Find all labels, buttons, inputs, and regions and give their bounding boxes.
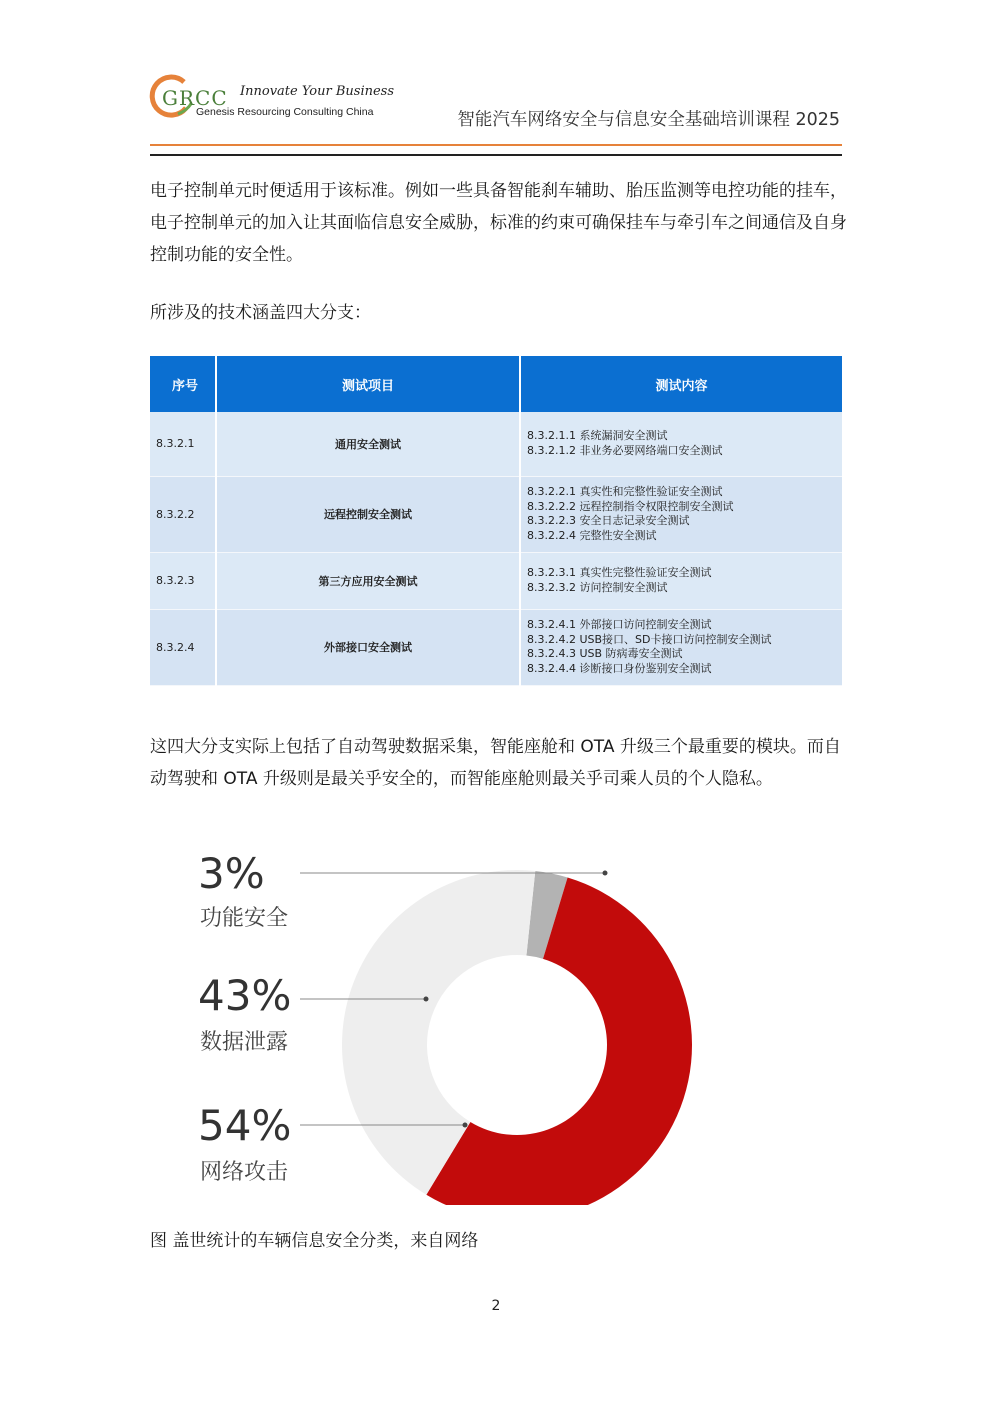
company-logo xyxy=(148,72,398,124)
content-line: 8.3.2.4.1 外部接口访问控制安全测试 xyxy=(527,618,712,631)
logo-tagline: Innovate Your Business xyxy=(240,84,395,99)
leader-data-leak-dot xyxy=(424,997,429,1002)
content-line: 8.3.2.2.3 安全日志记录安全测试 xyxy=(527,514,690,527)
category-label-functional-safety: 功能安全 xyxy=(200,906,289,931)
leader-network-attack-dot xyxy=(463,1123,468,1128)
content-line: 8.3.2.4.4 诊断接口身份鉴别安全测试 xyxy=(527,661,712,675)
content-line: 8.3.2.4.2 USB接口、SD卡接口访问控制安全测试 xyxy=(527,632,772,646)
content-line: 8.3.2.2.4 完整性安全测试 xyxy=(527,528,657,542)
paragraph-modules: 这四大分支实际上包括了自动驾驶数据采集，智能座舱和 OTA 升级三个最重要的模块。而自动驾驶和 OTA 升级则是最关乎安全的，而智能座舱则最关乎司乘人员的个人隐私。 xyxy=(150,737,841,789)
table-row xyxy=(150,552,842,609)
value-label-network-attack: 54% xyxy=(198,1101,292,1150)
row-content xyxy=(520,412,842,476)
row-number: 8.3.2.4 xyxy=(150,609,216,685)
row-number: 8.3.2.3 xyxy=(150,552,216,609)
table-row xyxy=(150,476,842,552)
row-content xyxy=(520,552,842,609)
row-content xyxy=(520,609,842,685)
row-item: 外部接口安全测试 xyxy=(216,609,520,685)
header-divider-dark xyxy=(150,154,842,156)
table-header-item: 测试项目 xyxy=(216,356,520,412)
row-number: 8.3.2.1 xyxy=(150,412,216,476)
table-header-row xyxy=(150,356,842,412)
content-line: 8.3.2.2.2 远程控制指令权限控制安全测试 xyxy=(527,499,734,513)
content-line: 8.3.2.4.3 USB 防病毒安全测试 xyxy=(527,647,683,660)
value-label-data-leak: 43% xyxy=(198,971,292,1020)
page-number: 2 xyxy=(491,1298,501,1314)
content-line: 8.3.2.3.1 真实性完整性验证安全测试 xyxy=(527,566,712,579)
logo-company-name: Genesis Resourcing Consulting China xyxy=(196,106,374,118)
security-category-chart xyxy=(180,835,740,1205)
paragraph-branches: 所涉及的技术涵盖四大分支： xyxy=(150,303,371,323)
row-item: 通用安全测试 xyxy=(216,412,520,476)
category-label-network-attack: 网络攻击 xyxy=(200,1160,289,1185)
category-label-data-leak: 数据泄露 xyxy=(200,1030,289,1055)
row-content xyxy=(520,476,842,552)
row-item: 远程控制安全测试 xyxy=(216,476,520,552)
content-line: 8.3.2.1.2 非业务必要网络端口安全测试 xyxy=(527,443,723,457)
table-header-content: 测试内容 xyxy=(520,356,842,412)
figure-caption: 图 盖世统计的车辆信息安全分类，来自网络 xyxy=(150,1231,479,1251)
table-header-no: 序号 xyxy=(150,356,216,412)
content-line: 8.3.2.1.1 系统漏洞安全测试 xyxy=(527,429,668,443)
test-items-table xyxy=(150,356,842,686)
document-title: 智能汽车网络安全与信息安全基础培训课程 2025 xyxy=(457,110,840,130)
leader-functional-safety-dot xyxy=(603,871,608,876)
table-row xyxy=(150,609,842,685)
content-line: 8.3.2.2.1 真实性和完整性验证安全测试 xyxy=(527,485,723,498)
header-divider-orange xyxy=(150,144,842,146)
value-label-functional-safety: 3% xyxy=(198,849,265,898)
table-row xyxy=(150,412,842,476)
logo-letters: GRCC xyxy=(162,86,228,110)
row-item: 第三方应用安全测试 xyxy=(216,552,520,609)
paragraph-intro: 电子控制单元时便适用于该标准。例如一些具备智能刹车辅助、胎压监测等电控功能的挂车，电子控制单元的加入让其面临信息安全威胁，标准的约束可确保挂车与牵引车之间通信及自身控制功能的安全性。 xyxy=(150,181,847,265)
row-number: 8.3.2.2 xyxy=(150,476,216,552)
content-line: 8.3.2.3.2 访问控制安全测试 xyxy=(527,580,668,594)
